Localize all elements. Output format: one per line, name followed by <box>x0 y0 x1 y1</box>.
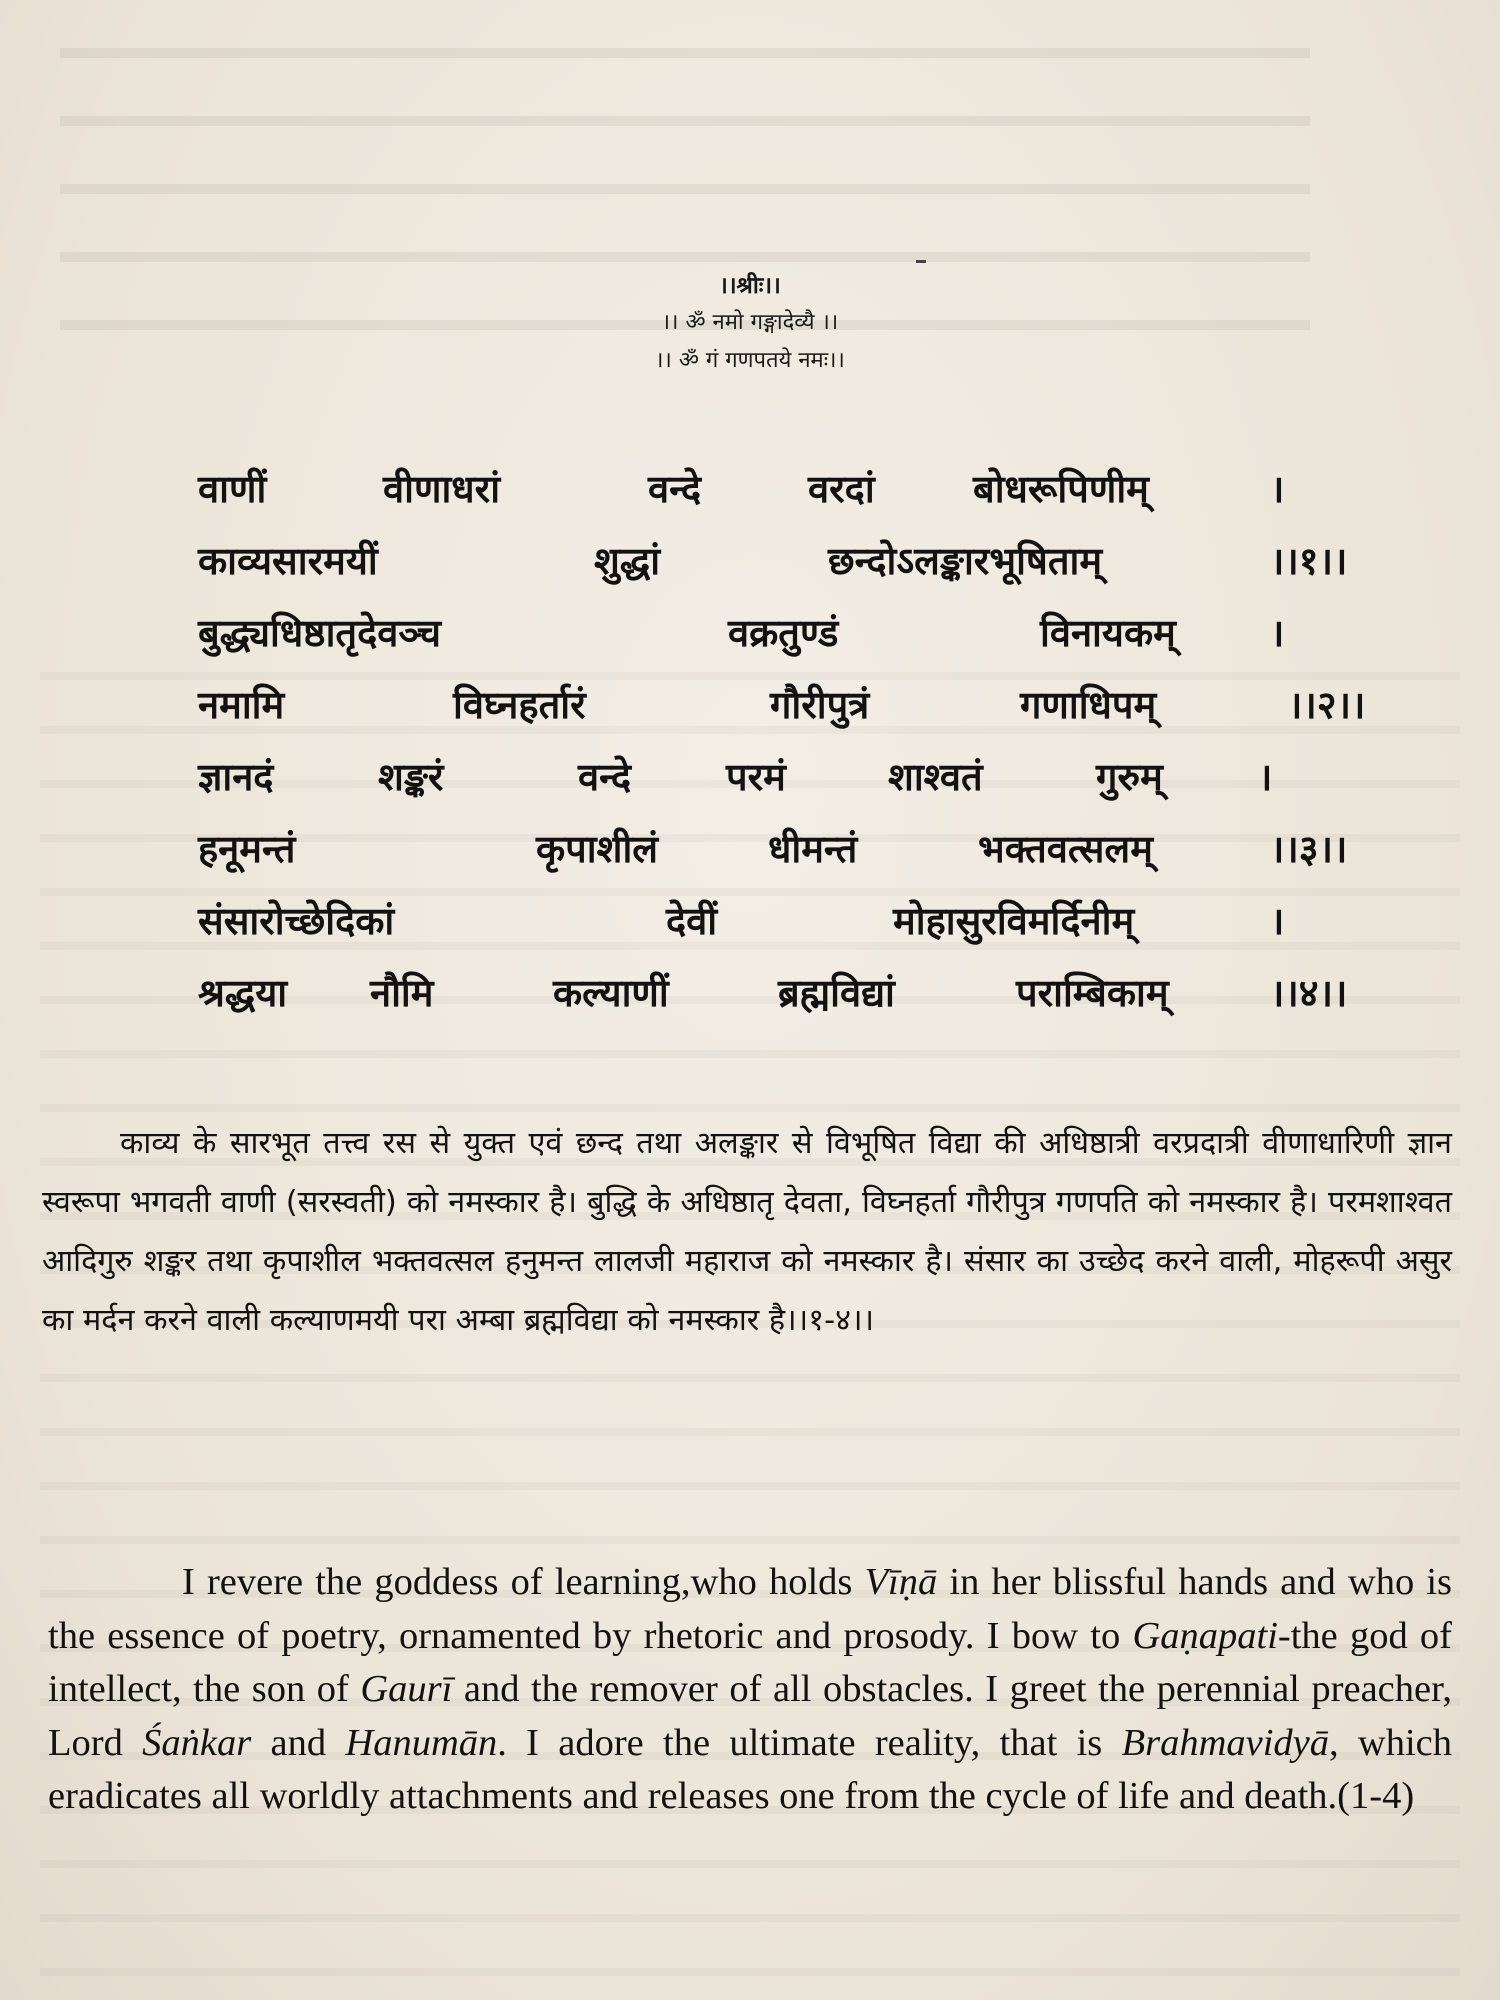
english-term-hanuman: Hanumān <box>345 1721 498 1764</box>
verse-word: गौरीपुत्रं <box>770 683 870 727</box>
verse-word: बुद्ध्यधिष्ठातृदेवञ्च <box>198 611 442 655</box>
verse-word: ब्रह्मविद्यां <box>778 971 895 1015</box>
verse-word: नमामि <box>198 683 285 727</box>
verse-line-5 <box>198 746 1428 808</box>
verse-word: बोधरूपिणीम् <box>973 467 1149 511</box>
english-text: I revere the goddess of learning,who holds <box>182 1561 865 1603</box>
verse-word: वन्दे <box>578 755 632 799</box>
verse-word: श्रद्धया <box>198 971 288 1015</box>
verse-word: शङ्करं <box>378 755 444 799</box>
ink-mark <box>916 260 926 263</box>
verse-line-1 <box>198 458 1428 520</box>
verse-line-8 <box>198 962 1428 1024</box>
english-term-ganapati: Gaṇapati <box>1132 1614 1278 1657</box>
verse-word: वाणीं <box>198 467 267 511</box>
english-text: in her blissful hands and who is the essence of poetry, ornamented by rhetoric and prosody. I bow to <box>48 1561 1453 1657</box>
verse-word: भक्तवत्सलम् <box>978 827 1153 871</box>
verse-word: कृपाशीलं <box>536 827 659 871</box>
verse-word: छन्दोऽलङ्कारभूषिताम् <box>828 539 1103 583</box>
verse-word: काव्यसारमयीं <box>198 539 378 583</box>
verse-word: देवीं <box>666 899 718 943</box>
english-term-vina: Vīṇā <box>864 1561 938 1603</box>
verse-word: गुरुम् <box>1096 755 1163 799</box>
verse-word: परमं <box>726 755 786 799</box>
english-text: . I adore the ultimate reality, that is <box>497 1721 1122 1764</box>
verse-number: ।।३।। <box>1270 827 1348 871</box>
verse-word: विघ्नहर्तारं <box>453 683 586 727</box>
verse-danda: । <box>1270 611 1285 655</box>
verse-line-2 <box>198 530 1428 592</box>
english-text: , which eradicates all worldly attachments and releases one from the cycle of life and death.(1-4) <box>48 1721 1453 1817</box>
verse-word: ज्ञानदं <box>198 755 274 799</box>
verse-number: ।।२।। <box>1288 683 1366 727</box>
verse-word: शुद्धां <box>594 539 661 583</box>
english-term-gauri: Gaurī <box>360 1668 453 1710</box>
verse-number: ।।१।। <box>1270 539 1348 583</box>
english-term-sankar: Śaṅkar <box>142 1721 252 1764</box>
verse-word: कल्याणीं <box>553 971 669 1015</box>
verse-word: धीमन्तं <box>768 827 858 871</box>
verse-line-3 <box>198 602 1428 664</box>
verse-line-7 <box>198 890 1428 952</box>
verse-danda: । <box>1270 899 1285 943</box>
invocation-ganga: ।। ॐ नमो गङ्गादेव्यै ।। <box>661 310 839 335</box>
invocation-ganapati: ।। ॐ गं गणपतये नमः।। <box>655 348 845 373</box>
hindi-translation: काव्य के सारभूत तत्त्व रस से युक्त एवं छन्द तथा अलङ्कार से विभूषित विद्या की अधिष्ठात्री वरप्रदात्री वीणाधारिणी ज्ञान स्वरूपा भगवती वाणी (सरस्वती) को नमस्कार है। बुद्धि के अधिष्ठातृ देवता, विघ्नहर्ता गौरीपुत्र गणपति को नमस्कार है। परमशाश्वत आदिगुरु शङ्कर तथा कृपाशील भक्तवत्सल हनुमन्त लालजी महाराज को नमस्कार है। संसार का उच्छेद करने वाली, मोहरूपी असुर का मर्दन करने वाली कल्याणमयी परा अम्बा ब्रह्मविद्या को नमस्कार है।।१-४।। <box>42 1126 1452 1338</box>
verse-word: संसारोच्छेदिकां <box>198 899 395 943</box>
english-text: -the god of intellect, the son of <box>48 1614 1452 1710</box>
verse-line-4 <box>198 674 1428 736</box>
invocation-shri: ।।श्रीः।। <box>719 273 781 299</box>
verse-word: विनायकम् <box>1040 611 1176 655</box>
verse-line-6 <box>198 818 1428 880</box>
verse-word: वन्दे <box>648 467 702 511</box>
english-term-brahmavidya: Brahmavidyā <box>1121 1721 1329 1764</box>
verse-word: हनूमन्तं <box>198 827 296 871</box>
english-text: and the remover of all obstacles. I greet the perennial preacher, Lord <box>48 1668 1452 1764</box>
english-text: and <box>251 1721 346 1764</box>
verse-word: शाश्वतं <box>888 755 983 799</box>
verse-word: वरदां <box>808 467 875 511</box>
verse-number: ।।४।। <box>1270 971 1348 1015</box>
verse-word: मोहासुरविमर्दिनीम् <box>893 899 1135 943</box>
verse-word: पराम्बिकाम् <box>1016 971 1169 1015</box>
verse-word: वक्रतुण्डं <box>728 611 839 655</box>
english-translation <box>48 1556 1452 1824</box>
verse-danda: । <box>1258 755 1273 799</box>
verse-word: वीणाधरां <box>383 467 501 511</box>
verse-word: नौमि <box>370 971 434 1015</box>
verse-danda: । <box>1270 467 1285 511</box>
verse-word: गणाधिपम् <box>1020 683 1157 727</box>
